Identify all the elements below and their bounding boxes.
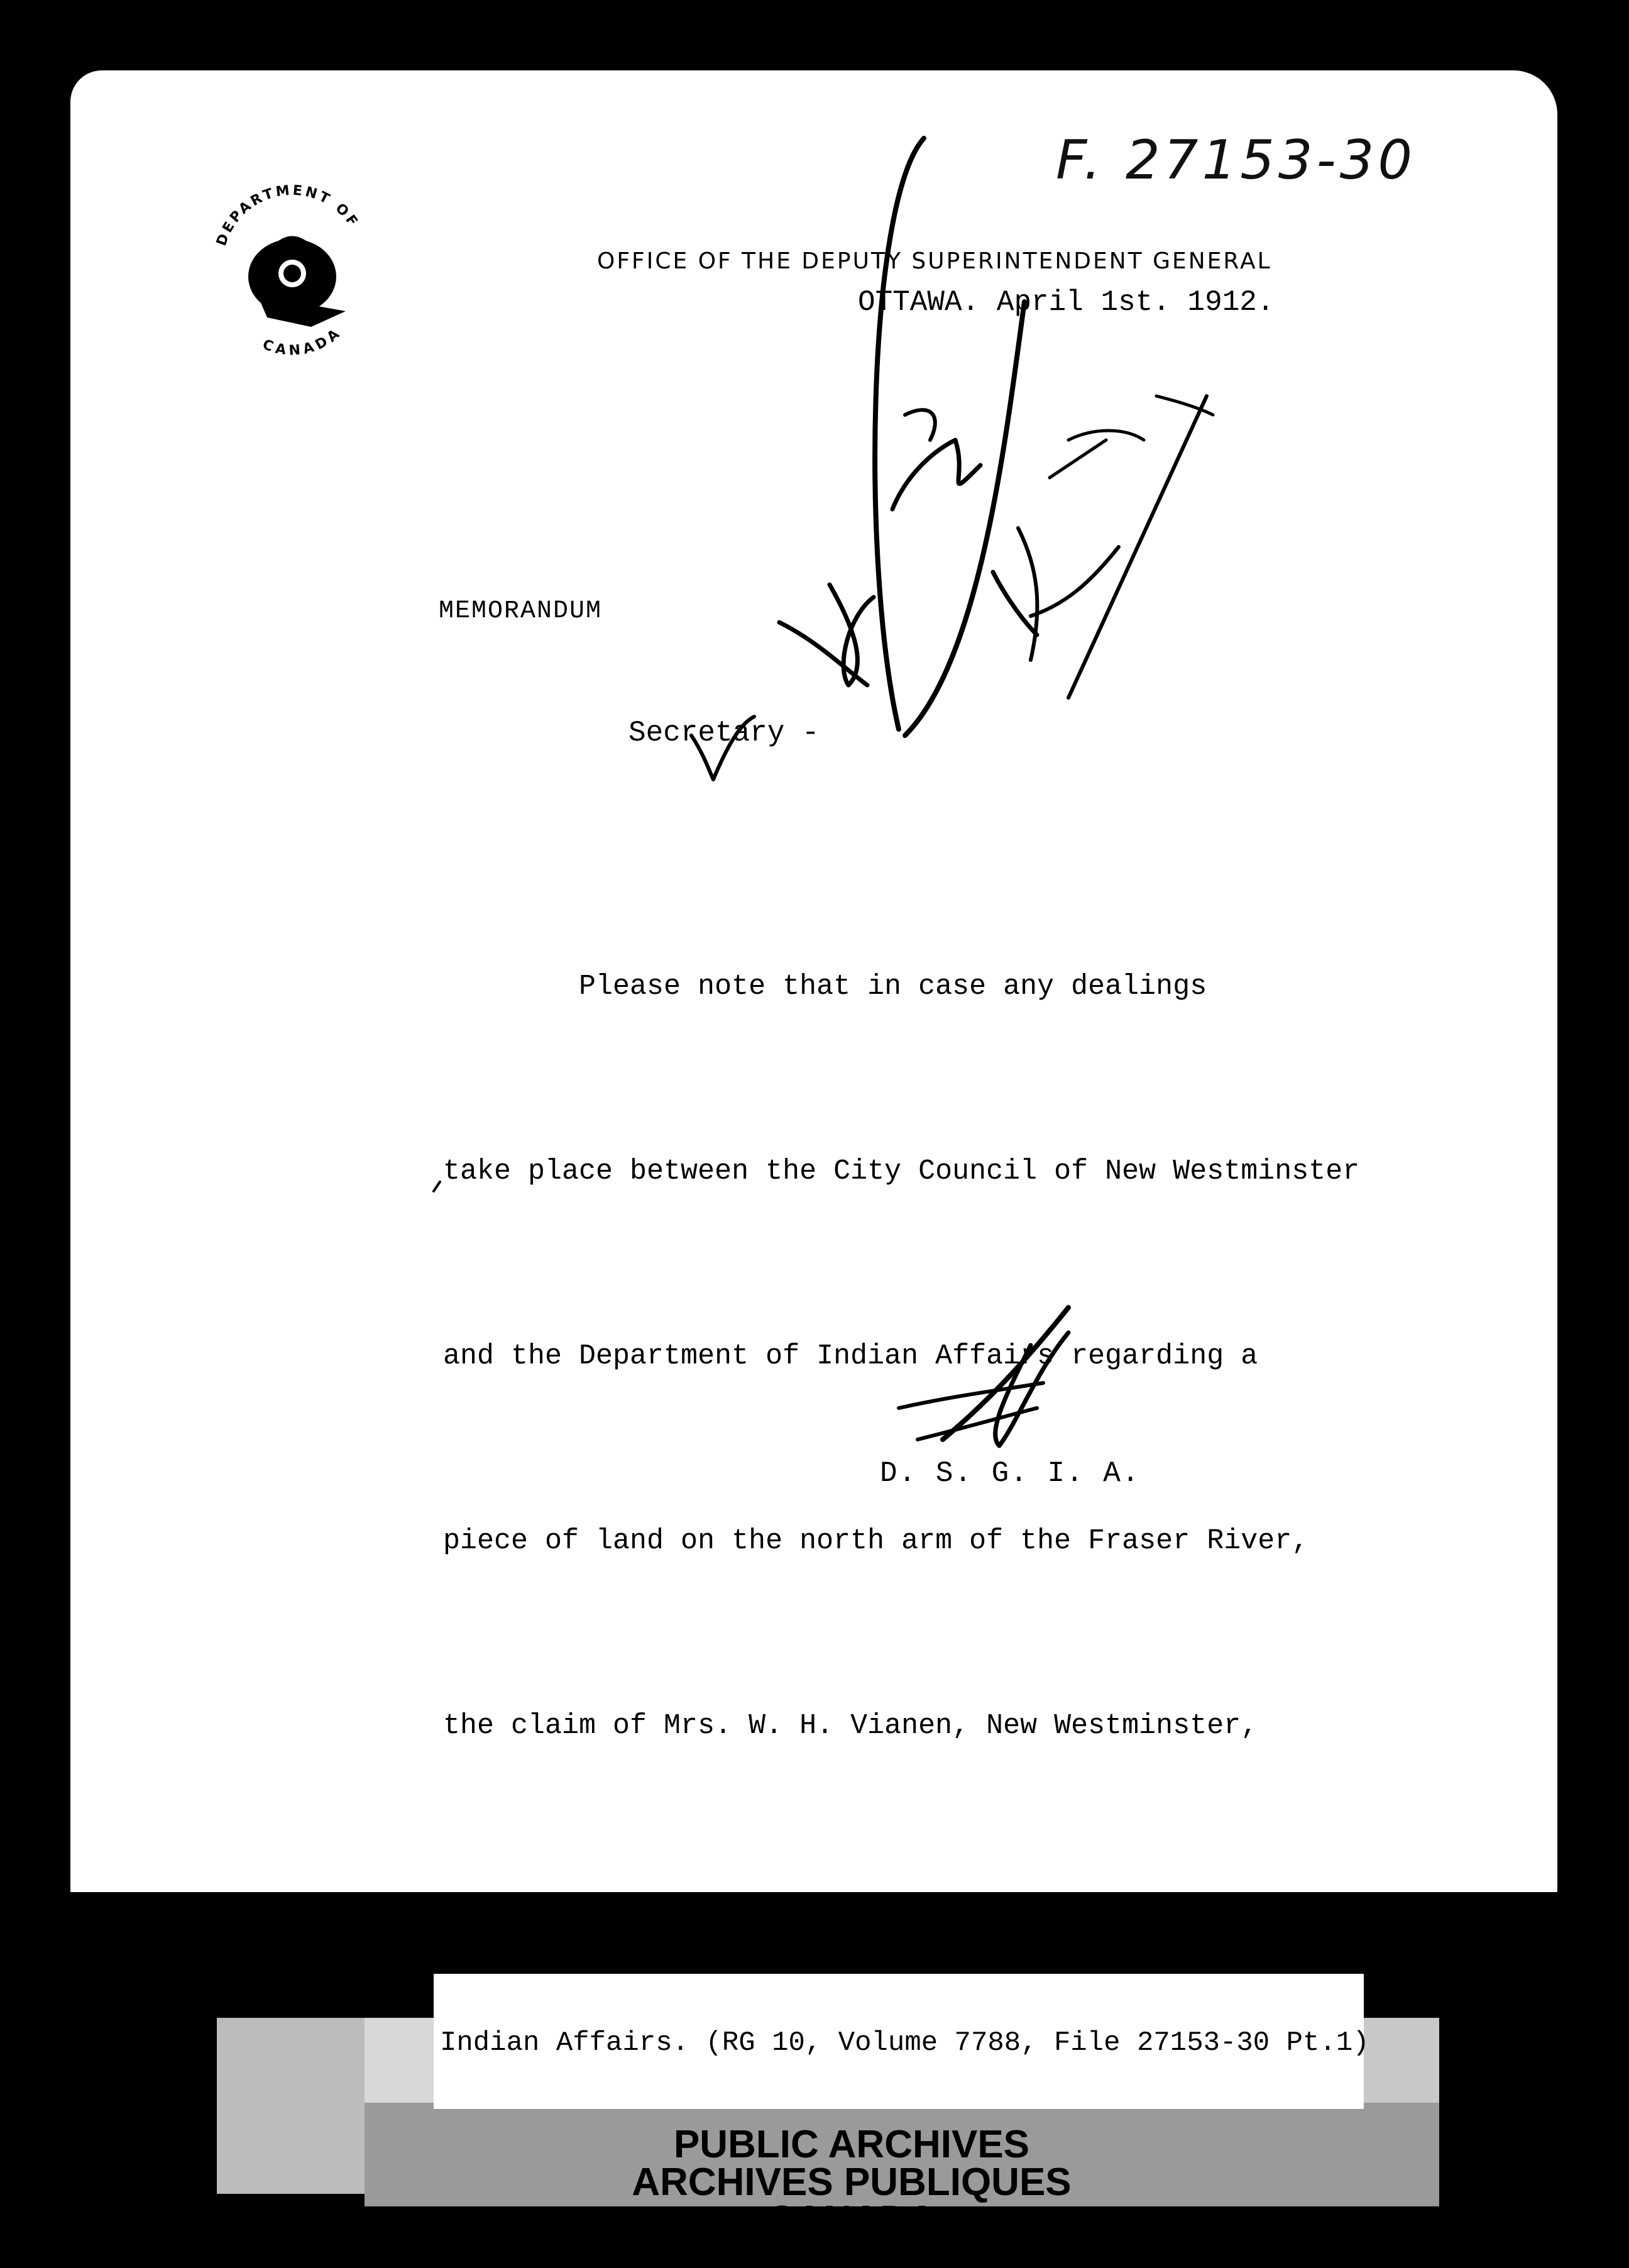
department-crest-logo bbox=[198, 170, 387, 377]
body-line: take place between the City Council of New Westminster bbox=[443, 1155, 1360, 1187]
salutation: Secretary - bbox=[628, 717, 820, 749]
stamp-line: PUBLIC ARCHIVES bbox=[673, 2123, 1030, 2166]
archive-reference: Indian Affairs. (RG 10, Volume 7788, File 27153-30 Pt.1) bbox=[440, 2027, 1369, 2059]
body-line: the claim of Mrs. W. H. Vianen, New Westminster, bbox=[443, 1710, 1258, 1742]
stamp-line: CANADA bbox=[767, 2198, 936, 2242]
letterhead-dateline: OTTAWA. April 1st. 1912. bbox=[858, 286, 1275, 319]
file-number-annotation: F. 27153-30 bbox=[1056, 129, 1417, 192]
memo-body bbox=[443, 833, 1359, 2003]
signature-caption: D. S. G. I. A. bbox=[880, 1457, 1141, 1490]
memorandum-heading: MEMORANDUM bbox=[439, 597, 603, 625]
letterhead-office-title: OFFICE OF THE DEPUTY SUPERINTENDENT GENERAL bbox=[597, 248, 1272, 274]
svg-text:CANADA: CANADA bbox=[260, 324, 346, 359]
svg-text:DEPARTMENT OF: DEPARTMENT OF bbox=[214, 182, 362, 248]
body-line: B. C., to same is to be considered. bbox=[443, 1895, 1038, 1927]
crest-icon bbox=[198, 170, 387, 377]
stamp-line: ARCHIVES PUBLIQUES bbox=[632, 2161, 1072, 2204]
body-line: piece of land on the north arm of the Fraser River, bbox=[443, 1525, 1309, 1557]
archive-stamp bbox=[625, 2123, 1078, 2242]
body-line: Please note that in case any dealings bbox=[443, 971, 1207, 1003]
body-line: and the Department of Indian Affairs regarding a bbox=[443, 1340, 1258, 1372]
archive-folder-tab bbox=[217, 2018, 365, 2194]
